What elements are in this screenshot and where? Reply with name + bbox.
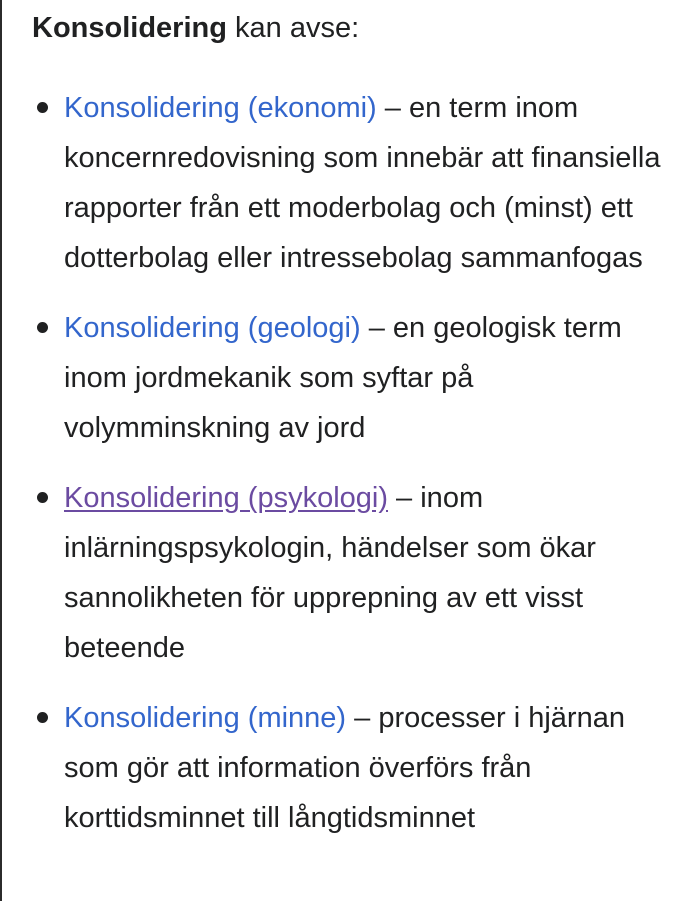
description-ekonomi: – en term inom koncernredovisning som innebär att finansiella rapporter från ett moderbolag och (minst) ett dotterbolag eller intressebolag sammanfogas: [64, 92, 661, 274]
link-konsolidering-ekonomi[interactable]: Konsolidering (ekonomi): [64, 92, 377, 124]
link-konsolidering-geologi[interactable]: Konsolidering (geologi): [64, 312, 361, 344]
disambiguation-page: [32, 0, 682, 834]
list-item-geologi: [32, 303, 682, 453]
bullet-icon: [37, 322, 48, 333]
bullet-icon: [37, 492, 48, 503]
bullet-icon: [37, 712, 48, 723]
intro-rest: kan avse:: [226, 12, 360, 44]
list-item-ekonomi: [32, 83, 682, 283]
intro-text: [32, 0, 682, 47]
meanings-list: [32, 83, 682, 863]
bullet-icon: [37, 102, 48, 113]
link-konsolidering-minne[interactable]: Konsolidering (minne): [64, 702, 347, 734]
list-item-psykologi: [32, 473, 682, 673]
list-item-minne: [32, 693, 682, 843]
description-geologi: – en geologisk term inom jordmekanik som syftar på volymminskning av jord: [64, 312, 622, 444]
description-minne: – processer i hjärnan som gör att information överförs från korttidsminnet till långtidsminnet: [64, 702, 625, 834]
intro-term: Konsolidering: [32, 12, 227, 44]
description-psykologi: – inom inlärningspsykologin, händelser som ökar sannolikheten för upprepning av ett visst beteende: [64, 482, 596, 664]
link-konsolidering-psykologi[interactable]: Konsolidering (psykologi): [64, 482, 388, 514]
